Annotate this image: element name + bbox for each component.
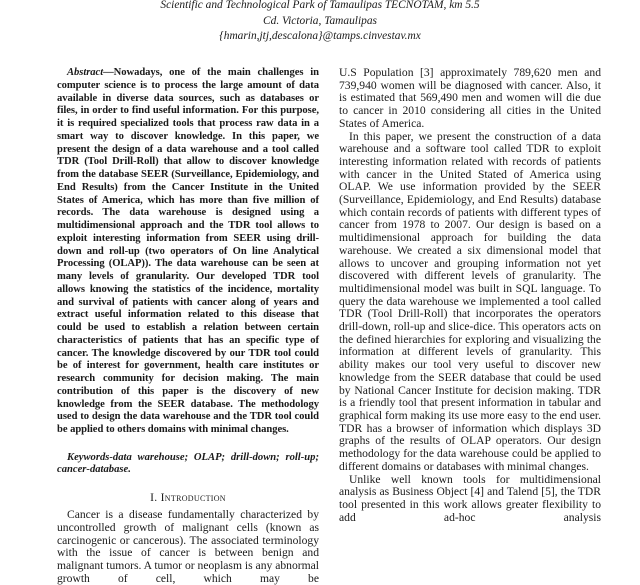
body-paragraph: U.S Population [3] approximately 789,620 men and 739,940 women will be diagnosed with cancer. Also, it is estimated that 569,490 men and women will die due to cancer in 2010 considering all cities in the United States of America. [339,66,601,130]
affiliation-line: Cd. Victoria, Tamaulipas [263,14,377,27]
left-column [57,67,319,585]
abstract [57,67,319,437]
author-affiliation [0,0,640,45]
author-emails: {hmarin,jtj,descalona}@tamps.cinvestav.mx [219,30,421,42]
introduction-paragraph: Cancer is a disease fundamentally characterized by uncontrolled growth of malignant cells (known as carcinogenic or cancerous). The associated terminology with the issue of cancer is between benign and malignant tumors. A tumor or neoplasm is any abnormal growth of cell, which may be [57,508,319,585]
keywords: Keywords-data warehouse; OLAP; drill-down; roll-up; cancer-database. [57,451,319,476]
affiliation-line: Scientific and Technological Park of Tamaulipas TECNOTAM, km 5.5 [160,0,480,11]
body-paragraph: In this paper, we present the construction of a data warehouse and a software tool called TDR to exploit interesting information related with records of patients with cancer in the United Stated of America using OLAP. We use information provided by the SEER (Surveillance, Epidemiology, and End Results) database which contain records of patients with different types of cancer from 1978 to 2007. Our design is based on a multidimensional approach for building the data warehouse. We created a six dimensional model that allows to uncover and grouping information not yet discovered with different levels of granularity. The multidimensional model was built in SQL language. To query the data warehouse we implemented a tool called TDR (Tool Drill-Roll) that incorporates the operators drill-down, roll-up and slice-dice. This operators acts on the defined hierarchies for exploring and visualizing the information at different levels of granularity. This ability makes our tool very useful to discover new knowledge from the SEER database that could be used by National Cancer Institute for decision making. TDR is a friendly tool that present information in tabular and graphical form making its use more easy to the end user. TDR has a browser of information which displays 3D graphs of the results of OLAP operators. Our design methodology for the data warehouse could be applied to different domains or databases with minimal changes. [339,129,601,473]
section-heading-introduction: I. Introduction [150,491,226,505]
abstract-text: —Nowadays, one of the main challenges in computer science is to process the large amount of data available in diverse data sources, such as databases or files, in order to find useful information. For this purpose, it is required specialized tools that process raw data in a smart way to discover knowledge. In this paper, we present the design of a data warehouse and a tool called TDR (Tool Drill-Roll) that allow to discover knowledge from the database SEER (Surveillance, Epidemiology, and End Results) from the Cancer Institute in the United States of America, which has more than five million of records. The data warehouse is designed using a multidimensional approach and the TDR tool allows to exploit interesting information from SEER using drill-down and roll-up (two operators of On line Analytical Processing (OLAP)). The data warehouse can be seen at many levels of granularity. Our developed TDR tool allows knowing the statistics of the incidence, mortality and survival of patients with cancer along of years and extract useful information related to this disease that could be used to establish a relation between certain characteristics of patients that has an specific type of cancer. The knowledge discovered by our TDR tool could be of interest for government, health care institutes or research community for decision making. The main contribution of this paper is the discovery of new knowledge from the SEER database. The methodology used to design the data warehouse and the TDR tool could be applied to others domains with minimal changes. [57,67,319,435]
body-paragraph: Unlike well known tools for multidimensional analysis as Business Object [4] and Talend [5], the TDR tool presented in this work allows greater flexibility to add ad-hoc analysis [339,472,601,524]
right-column [339,67,601,524]
abstract-label: Abstract [67,67,104,78]
